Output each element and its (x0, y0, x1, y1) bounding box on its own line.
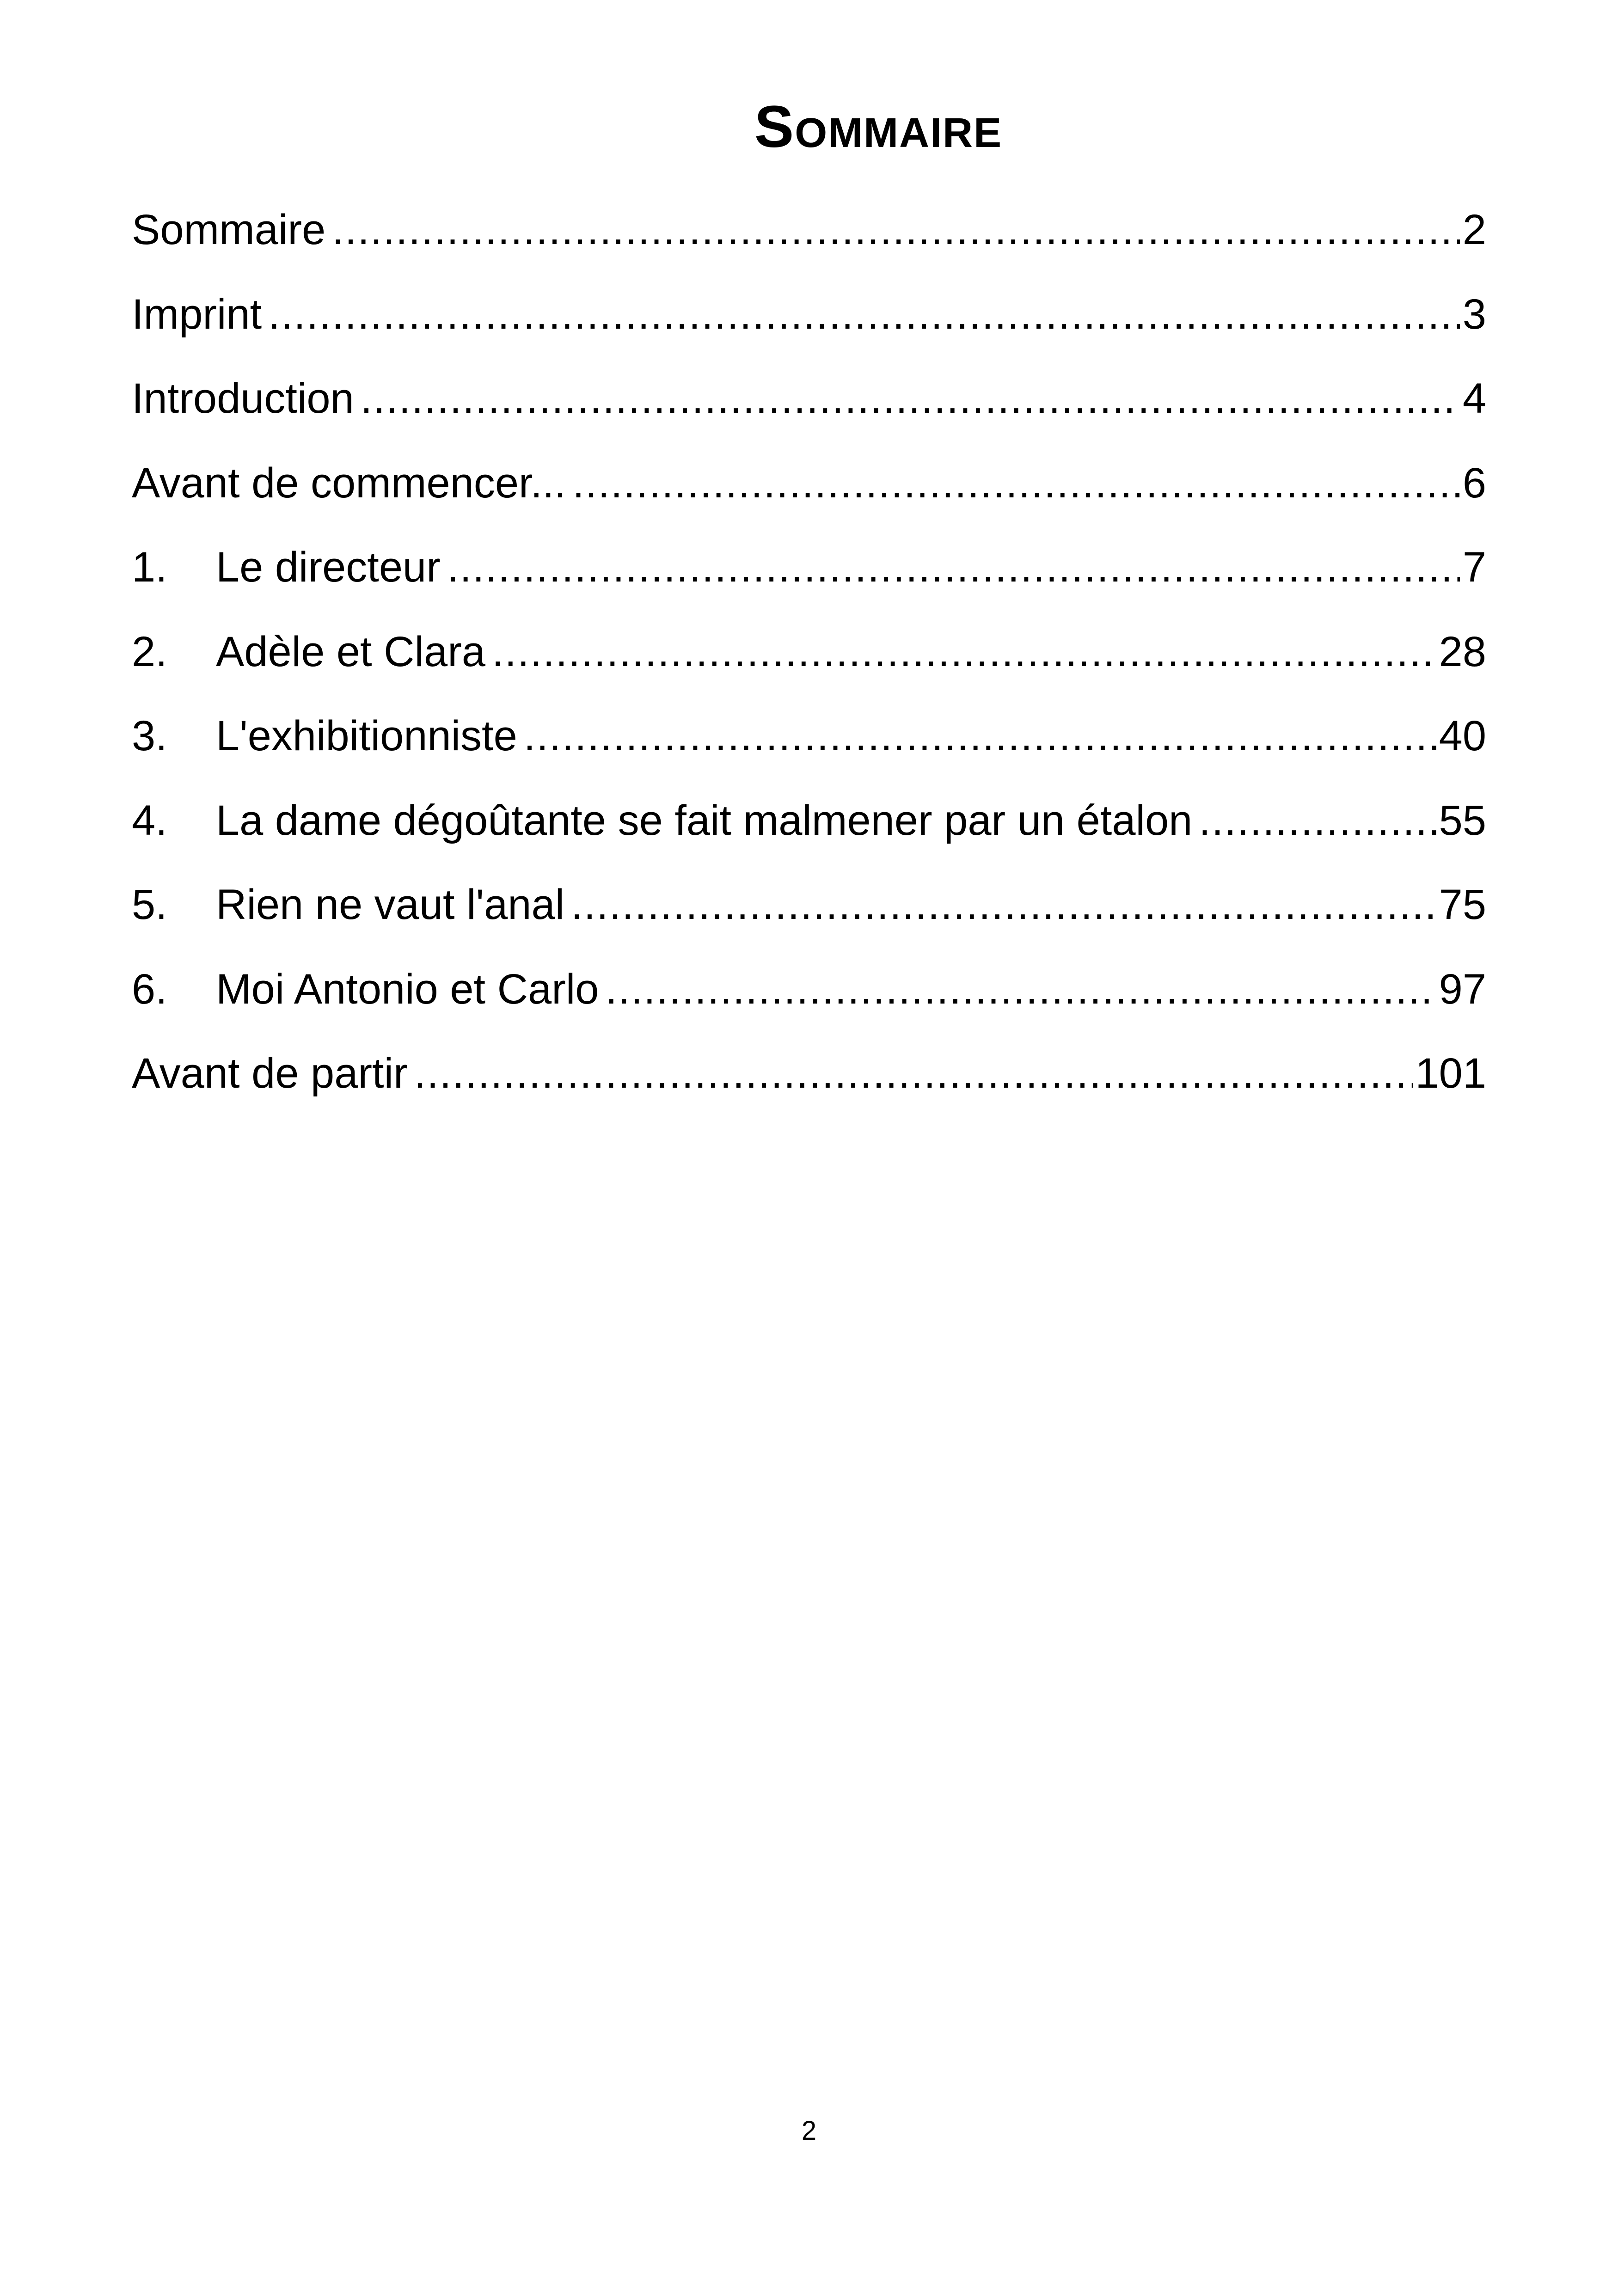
toc-entry-label: Avant de partir (132, 1050, 408, 1097)
toc-entry-page: 40 (1439, 712, 1486, 759)
toc-entry-number: 4. (132, 796, 167, 844)
dot-leader (524, 706, 1436, 766)
toc-entry-label: L'exhibitionniste (216, 712, 517, 759)
toc-entry-page: 4 (1462, 375, 1486, 422)
toc-entry-chapter-5[interactable] (132, 875, 1486, 959)
toc-entry-page: 55 (1439, 796, 1486, 844)
toc-entry-chapter-1[interactable] (132, 537, 1486, 622)
toc-entry-label: Avant de commencer... (132, 459, 566, 507)
toc-entry-page: 28 (1439, 628, 1486, 675)
toc-entry-label: Rien ne vaut l'anal (216, 881, 565, 928)
toc-entry-label: Imprint (132, 290, 262, 338)
dot-leader (447, 537, 1460, 597)
toc-entry-page: 101 (1415, 1050, 1486, 1097)
toc-entry-chapter-4[interactable] (132, 790, 1486, 875)
toc-entry-label: Adèle et Clara (216, 628, 485, 675)
toc-entry-chapter-6[interactable] (132, 959, 1486, 1044)
toc-entry-number: 2. (132, 628, 167, 675)
dot-leader (571, 875, 1436, 935)
toc-entry-number: 5. (132, 881, 167, 928)
toc-entry-chapter-3[interactable] (132, 706, 1486, 790)
dot-leader (605, 959, 1436, 1019)
toc-entry-sommaire[interactable] (132, 200, 1486, 284)
dot-leader (414, 1043, 1413, 1103)
toc-entry-page: 2 (1462, 206, 1486, 253)
toc-entry-page: 6 (1462, 459, 1486, 507)
toc-entry-label: Introduction (132, 375, 354, 422)
toc-entry-introduction[interactable] (132, 368, 1486, 453)
toc-entry-page: 75 (1439, 881, 1486, 928)
page-title: Sommaire (754, 94, 1003, 160)
toc-entry-imprint[interactable] (132, 284, 1486, 369)
dot-leader (492, 622, 1436, 682)
dot-leader (268, 284, 1460, 344)
page-number: 2 (801, 2116, 817, 2146)
toc-entry-label: La dame dégoûtante se fait malmener par un étalon (216, 796, 1193, 844)
toc-entry-number: 1. (132, 544, 167, 591)
dot-leader (332, 200, 1460, 260)
toc-entry-page: 3 (1462, 290, 1486, 338)
toc-entry-number: 3. (132, 712, 167, 759)
toc-entry-page: 97 (1439, 965, 1486, 1013)
toc-entry-label: Moi Antonio et Carlo (216, 965, 599, 1013)
toc-entry-avant-de-partir[interactable] (132, 1043, 1486, 1128)
toc-entry-chapter-2[interactable] (132, 622, 1486, 706)
toc-entry-page: 7 (1462, 544, 1486, 591)
dot-leader (361, 368, 1460, 429)
dot-leader (572, 453, 1460, 513)
toc-entry-label: Sommaire (132, 206, 326, 253)
toc-entry-number: 6. (132, 965, 167, 1013)
dot-leader (1199, 790, 1436, 851)
toc-entry-label: Le directeur (216, 544, 441, 591)
table-of-contents (132, 200, 1486, 1128)
toc-entry-avant-de-commencer[interactable] (132, 453, 1486, 538)
